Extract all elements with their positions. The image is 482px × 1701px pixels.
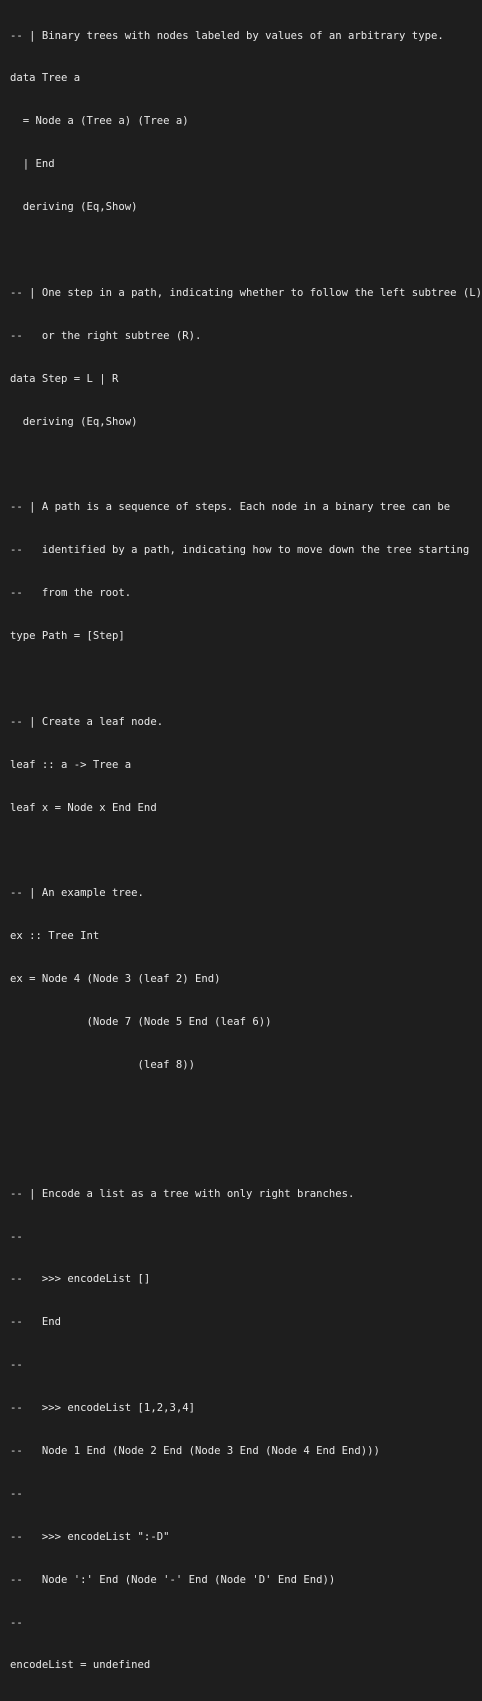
code-line-12: -- | A path is a sequence of steps. Each node in a binary tree can be	[10, 501, 451, 514]
code-line-35: --	[10, 1487, 23, 1500]
code-line-5: deriving (Eq,Show)	[10, 201, 138, 214]
code-line-38: --	[10, 1616, 23, 1629]
code-line-2: data Tree a	[10, 72, 81, 85]
code-line-11	[10, 458, 474, 472]
code-line-17: -- | Create a leaf node.	[10, 715, 164, 728]
code-line-36: -- >>> encodeList ":-D"	[10, 1530, 170, 1543]
code-line-30: -- >>> encodeList []	[10, 1273, 151, 1286]
code-line-37: -- Node ':' End (Node '-' End (Node 'D' End End))	[10, 1573, 336, 1586]
code-line-27	[10, 1144, 474, 1158]
code-line-14: -- from the root.	[10, 587, 132, 600]
code-line-7: -- | One step in a path, indicating whether to follow the left subtree (L)	[10, 286, 482, 299]
code-line-26	[10, 1101, 474, 1115]
code-line-9: data Step = L | R	[10, 372, 119, 385]
code-line-29: --	[10, 1230, 23, 1243]
code-line-22: ex :: Tree Int	[10, 930, 100, 943]
code-line-20	[10, 844, 474, 858]
code-line-15: type Path = [Step]	[10, 630, 125, 643]
code-line-33: -- >>> encodeList [1,2,3,4]	[10, 1402, 195, 1415]
code-line-39: encodeList = undefined	[10, 1659, 151, 1672]
code-line-6	[10, 243, 474, 257]
code-line-32: --	[10, 1359, 23, 1372]
code-line-18: leaf :: a -> Tree a	[10, 758, 132, 771]
code-line-10: deriving (Eq,Show)	[10, 415, 138, 428]
code-line-16	[10, 672, 474, 686]
code-line-25: (leaf 8))	[10, 1058, 195, 1071]
code-line-4: | End	[10, 158, 55, 171]
code-content[interactable]	[10, 0, 482, 1701]
code-line-24: (Node 7 (Node 5 End (leaf 6))	[10, 1016, 272, 1029]
code-line-34: -- Node 1 End (Node 2 End (Node 3 End (Node 4 End End)))	[10, 1444, 380, 1457]
code-line-13: -- identified by a path, indicating how to move down the tree starting	[10, 544, 470, 557]
code-line-21: -- | An example tree.	[10, 887, 144, 900]
code-line-28: -- | Encode a list as a tree with only right branches.	[10, 1187, 355, 1200]
code-line-31: -- End	[10, 1316, 62, 1329]
code-line-3: = Node a (Tree a) (Tree a)	[10, 115, 189, 128]
code-line-19: leaf x = Node x End End	[10, 801, 157, 814]
code-line-1: -- | Binary trees with nodes labeled by values of an arbitrary type.	[10, 29, 444, 42]
code-line-23: ex = Node 4 (Node 3 (leaf 2) End)	[10, 973, 221, 986]
code-line-8: -- or the right subtree (R).	[10, 329, 202, 342]
